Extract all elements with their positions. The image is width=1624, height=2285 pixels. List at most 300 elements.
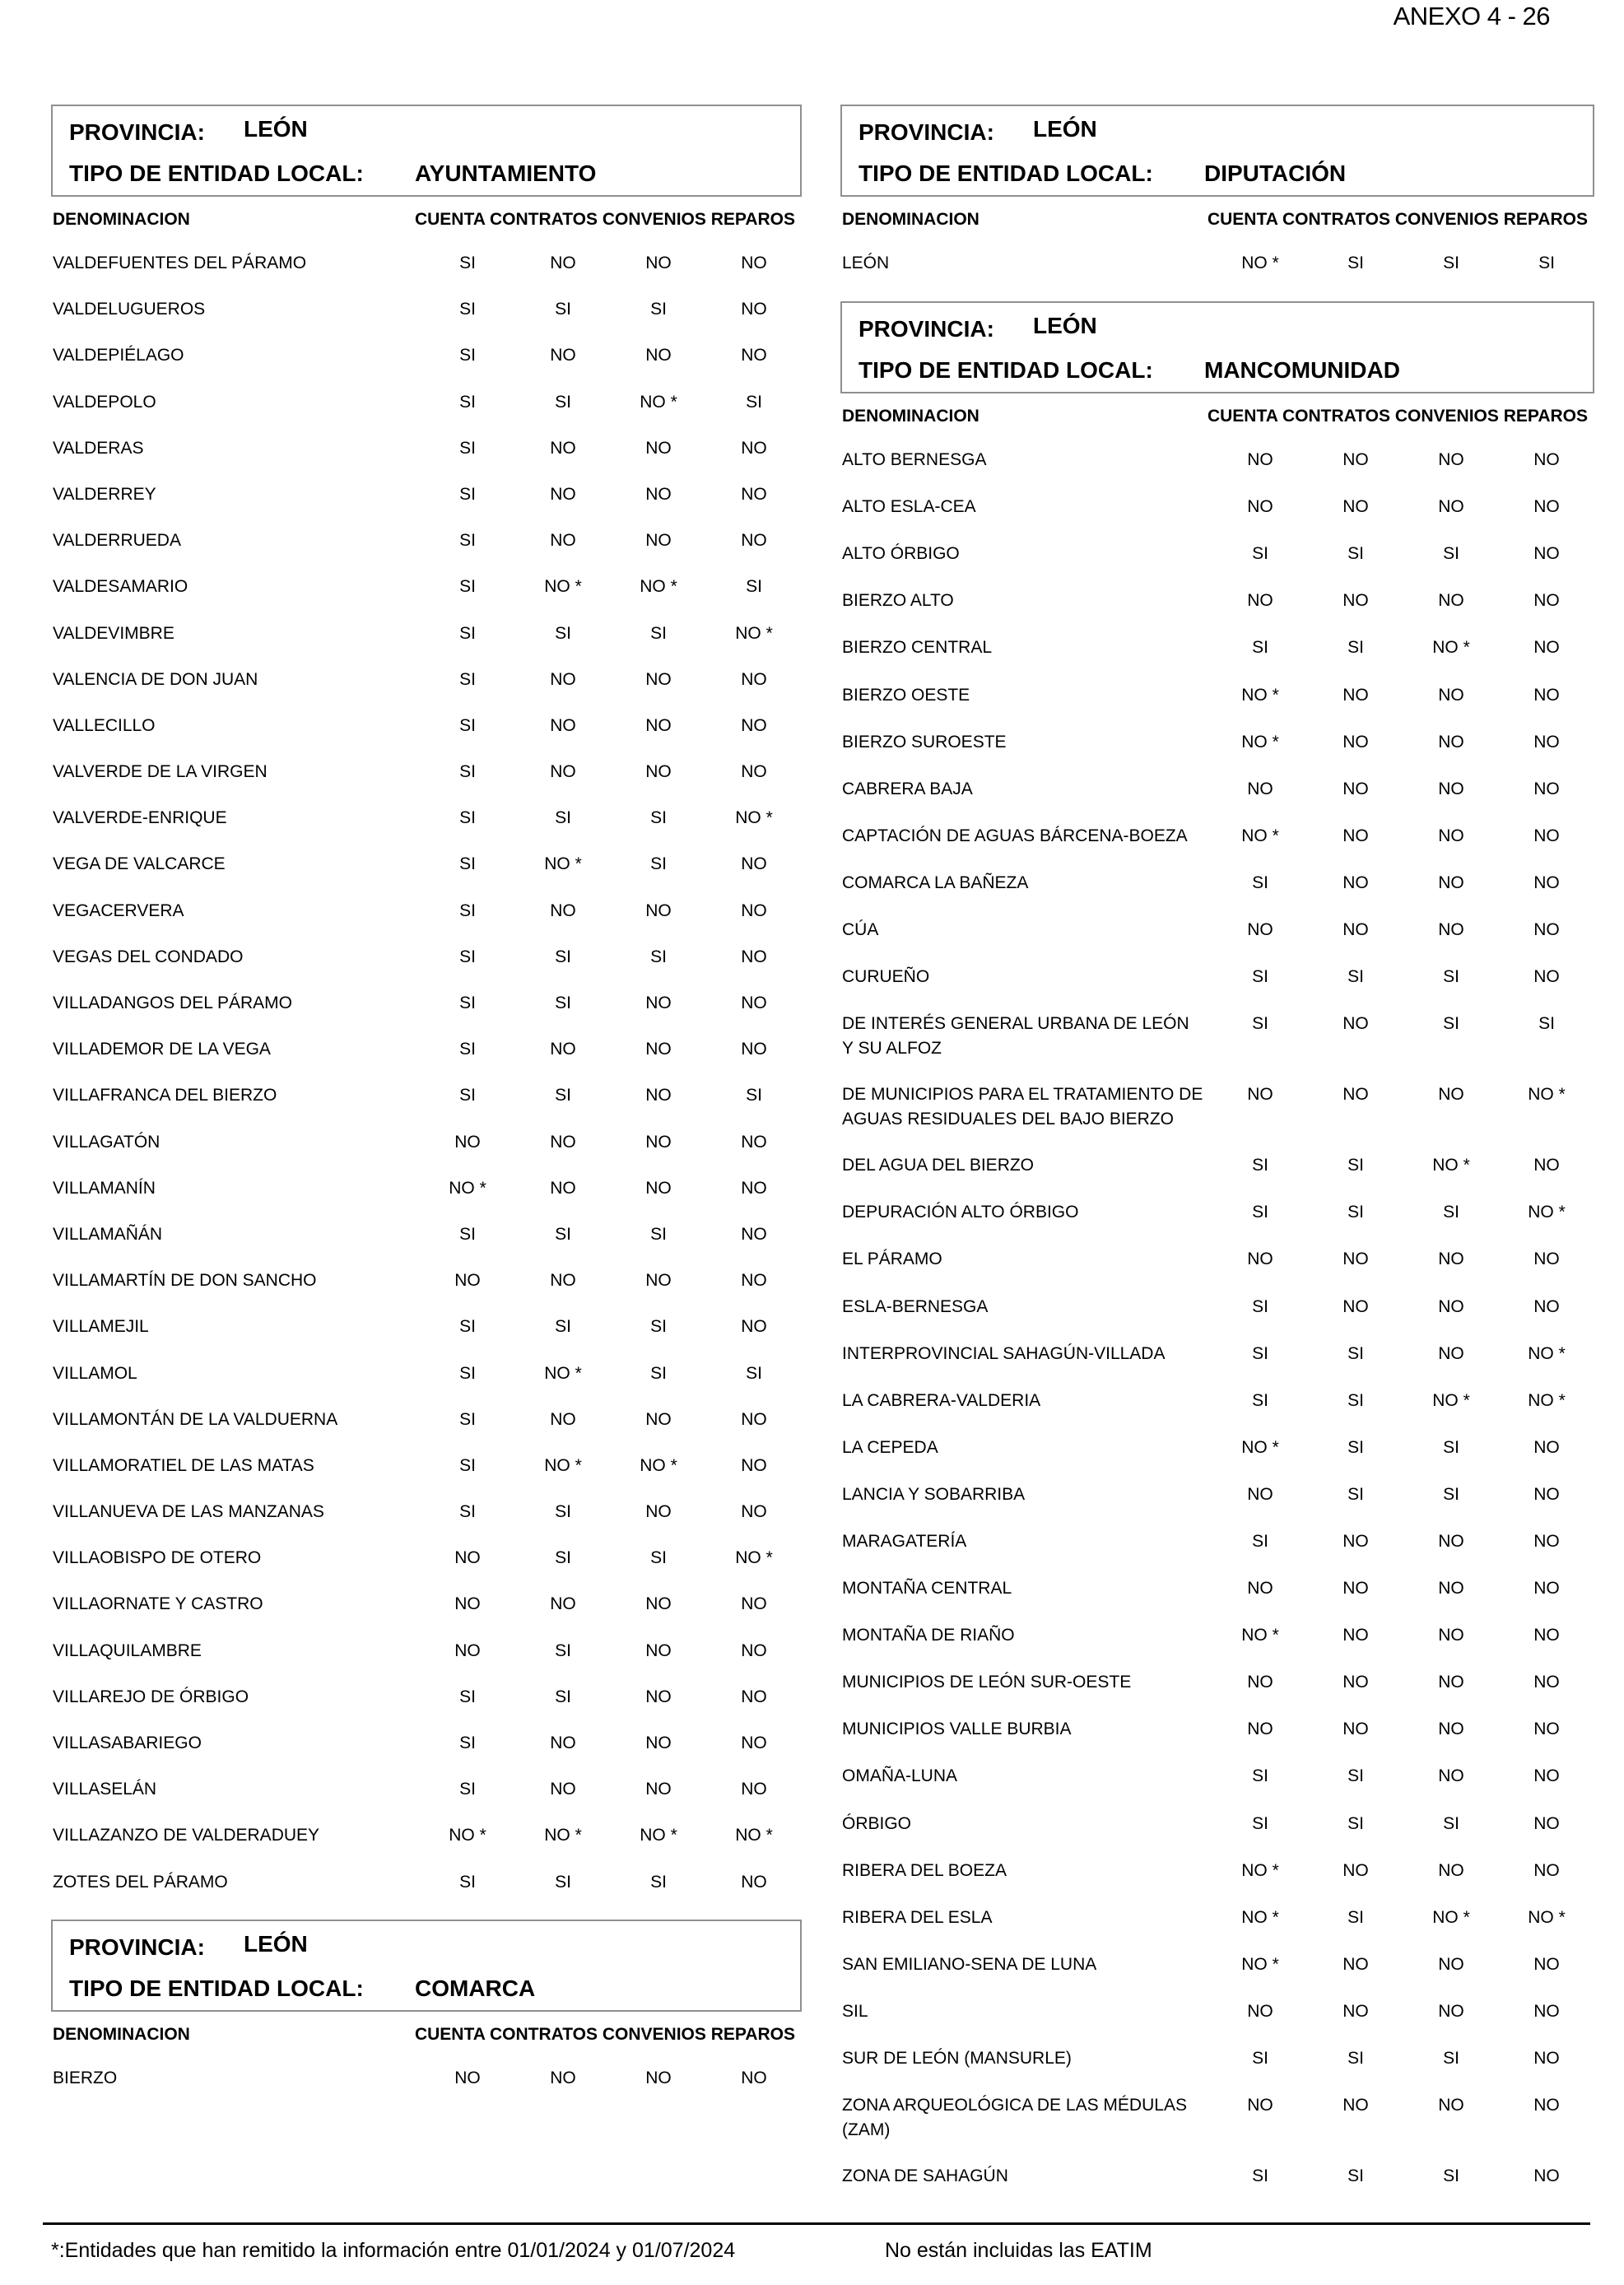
entity-name: VILLASABARIEGO	[53, 1734, 202, 1752]
reparos-value: NO	[1533, 1579, 1560, 1599]
convenios-value: SI	[650, 1872, 667, 1892]
convenios-value: NO	[1438, 1673, 1464, 1692]
contratos-value: NO	[550, 1271, 576, 1291]
reparos-value: NO	[741, 947, 767, 966]
cuenta-value: SI	[459, 1455, 476, 1475]
convenios-value: NO	[1438, 1720, 1464, 1739]
entity-name: MONTAÑA CENTRAL	[842, 1579, 1012, 1599]
row-values	[420, 2058, 802, 2091]
row-values	[1212, 1003, 1594, 1036]
convenios-value: NO	[645, 669, 672, 689]
contratos-value: NO	[1342, 1579, 1369, 1599]
entity-name: VALDERREY	[53, 484, 156, 504]
reparos-value: NO	[741, 1687, 767, 1706]
table-row	[51, 1815, 802, 1861]
row-values	[1212, 2156, 1594, 2189]
row-values	[420, 1306, 802, 1339]
footer-rule	[43, 2222, 1590, 2225]
table-row	[840, 533, 1594, 580]
contratos-value: SI	[555, 623, 571, 643]
entity-name: BIERZO SUROESTE	[842, 732, 1007, 752]
convenios-value: NO	[645, 994, 672, 1012]
contratos-value: NO	[550, 484, 576, 504]
reparos-value: NO	[741, 669, 767, 689]
entity-name: LANCIA Y SOBARRIBA	[842, 1484, 1026, 1504]
table-row	[51, 1075, 802, 1121]
row-values	[1212, 956, 1594, 989]
convenios-value: NO	[645, 1086, 672, 1105]
cuenta-value: SI	[1252, 967, 1268, 987]
convenios-value: NO	[1438, 1085, 1464, 1105]
table-row	[51, 1492, 802, 1538]
contratos-value: SI	[555, 1086, 571, 1105]
reparos-value: NO	[1533, 2096, 1560, 2115]
cuenta-value: SI	[459, 1317, 476, 1337]
entity-name: VALDELUGUEROS	[53, 300, 206, 319]
entity-name: ZOTES DEL PÁRAMO	[53, 1872, 228, 1892]
reparos-value: NO	[741, 346, 767, 365]
reparos-value: NO	[1533, 2049, 1560, 2068]
entity-name: ALTO BERNESGA	[842, 450, 987, 470]
table-row	[840, 243, 1594, 290]
provincia-label: PROVINCIA:	[69, 119, 205, 145]
entity-name: MUNICIPIOS DE LEÓN SUR-OESTE	[842, 1673, 1132, 1692]
entity-name: VILLADANGOS DEL PÁRAMO	[53, 994, 292, 1012]
reparos-value: NO	[741, 1132, 767, 1152]
table-row	[840, 627, 1594, 674]
contratos-value: SI	[555, 1872, 571, 1892]
contratos-value: NO *	[544, 1455, 582, 1475]
entity-name: VALVERDE-ENRIQUE	[53, 808, 227, 828]
contratos-value: NO	[1342, 1014, 1369, 1034]
convenios-value: NO	[1438, 497, 1464, 517]
contratos-value: NO	[1342, 1860, 1369, 1880]
entity-name: COMARCA LA BAÑEZA	[842, 873, 1029, 892]
contratos-value: NO	[550, 669, 576, 689]
ayuntamiento-header-box	[51, 105, 802, 197]
reparos-value: NO	[1533, 2001, 1560, 2021]
contratos-value: SI	[555, 392, 571, 412]
table-row	[840, 1615, 1594, 1662]
table-row	[51, 1306, 802, 1352]
provincia-value: LEÓN	[244, 116, 308, 142]
convenios-value: SI	[1443, 1437, 1459, 1457]
convenios-value: NO *	[1432, 1156, 1470, 1175]
convenios-value: SI	[650, 947, 667, 966]
row-values	[420, 335, 802, 368]
reparos-value: NO	[1533, 1296, 1560, 1316]
convenios-value: NO	[1438, 1250, 1464, 1269]
entity-name: SUR DE LEÓN (MANSURLE)	[842, 2049, 1072, 2068]
cuenta-value: SI	[459, 346, 476, 365]
entity-name: VILLAREJO DE ÓRBIGO	[53, 1687, 249, 1706]
reparos-value: NO *	[1528, 1343, 1566, 1363]
cuenta-value: NO	[1247, 497, 1273, 517]
reparos-value: NO	[1533, 920, 1560, 940]
entity-name: LA CEPEDA	[842, 1437, 938, 1457]
cuenta-value: NO	[1247, 779, 1273, 798]
entity-name: EL PÁRAMO	[842, 1250, 942, 1269]
convenios-value: NO	[1438, 1626, 1464, 1645]
comarca-rows	[51, 2058, 802, 2104]
reparos-value: NO	[741, 1502, 767, 1522]
convenios-value: SI	[650, 808, 667, 828]
row-values	[1212, 627, 1594, 660]
cuenta-value: NO	[454, 1132, 481, 1152]
cuenta-value: NO	[454, 1594, 481, 1614]
table-row	[840, 486, 1594, 533]
convenios-value: NO	[645, 1594, 672, 1614]
reparos-value: NO	[741, 2068, 767, 2087]
table-row	[51, 1769, 802, 1815]
contratos-value: SI	[555, 994, 571, 1012]
reparos-value: NO	[741, 1734, 767, 1752]
convenios-value: SI	[1443, 1014, 1459, 1034]
convenios-value: NO	[1438, 591, 1464, 611]
convenios-value: SI	[1443, 254, 1459, 272]
reparos-value: NO	[1533, 1156, 1560, 1175]
convenios-value: SI	[650, 1224, 667, 1244]
row-values	[1212, 722, 1594, 755]
reparos-value: NO	[741, 994, 767, 1012]
table-row	[840, 1192, 1594, 1239]
row-values	[420, 1538, 802, 1571]
entity-name: VALDEFUENTES DEL PÁRAMO	[53, 254, 307, 272]
row-values	[1212, 2085, 1594, 2118]
reparos-value: NO	[741, 300, 767, 319]
convenios-value: NO	[1438, 732, 1464, 752]
table-row	[51, 1723, 802, 1769]
row-values	[420, 659, 802, 692]
entity-name: VILLAFRANCA DEL BIERZO	[53, 1086, 277, 1105]
convenios-value: NO	[645, 1734, 672, 1752]
entity-name: SAN EMILIANO-SENA DE LUNA	[842, 1954, 1097, 1974]
reparos-value: NO	[741, 484, 767, 504]
table-row	[51, 1399, 802, 1445]
reparos-value: NO	[741, 1317, 767, 1337]
convenios-value: NO	[645, 2068, 672, 2087]
cuenta-value: SI	[459, 669, 476, 689]
reparos-value: NO	[741, 531, 767, 551]
convenios-value: NO *	[1432, 1390, 1470, 1410]
reparos-value: NO	[1533, 1720, 1560, 1739]
table-row	[51, 243, 802, 289]
row-values	[420, 1214, 802, 1247]
row-values	[420, 983, 802, 1016]
convenios-value: NO *	[1432, 638, 1470, 658]
cuenta-value: SI	[459, 1687, 476, 1706]
entity-name: VILLASELÁN	[53, 1780, 157, 1799]
reparos-value: SI	[746, 1363, 762, 1383]
convenios-value: NO *	[640, 392, 677, 412]
table-row	[840, 1897, 1594, 1944]
provincia-value: LEÓN	[1033, 116, 1097, 142]
convenios-value: NO	[1438, 1954, 1464, 1974]
cuenta-value: SI	[459, 392, 476, 412]
row-values	[1212, 675, 1594, 708]
entity-name: VEGA DE VALCARCE	[53, 854, 226, 874]
reparos-value: NO	[1533, 1860, 1560, 1880]
cuenta-value: NO *	[1241, 826, 1279, 845]
row-values	[1212, 1287, 1594, 1319]
table-row	[840, 1521, 1594, 1568]
table-row	[51, 1168, 802, 1214]
convenios-value: NO *	[1432, 1907, 1470, 1927]
footer-note: *:Entidades que han remitido la información entre 01/01/2024 y 01/07/2024	[51, 2239, 736, 2262]
reparos-value: NO *	[735, 623, 773, 643]
contratos-value: NO	[1342, 1085, 1369, 1105]
row-values	[1212, 1850, 1594, 1883]
contratos-value: NO *	[544, 1363, 582, 1383]
entity-name: INTERPROVINCIAL SAHAGÚN-VILLADA	[842, 1343, 1166, 1363]
table-row	[51, 1029, 802, 1075]
table-row	[51, 1677, 802, 1723]
contratos-value: SI	[555, 1317, 571, 1337]
row-values	[420, 566, 802, 599]
cuenta-value: SI	[1252, 1203, 1268, 1222]
convenios-value: NO	[645, 762, 672, 782]
reparos-value: SI	[1538, 254, 1555, 272]
cuenta-value: NO	[454, 2068, 481, 2087]
convenios-value: NO	[645, 1640, 672, 1660]
contratos-value: NO	[550, 1594, 576, 1614]
entity-name: CAPTACIÓN DE AGUAS BÁRCENA-BOEZA	[842, 826, 1188, 845]
entity-name: ZONA DE SAHAGÚN	[842, 2166, 1008, 2186]
entity-name: MARAGATERÍA	[842, 1531, 967, 1551]
mancomunidad-rows	[840, 440, 1594, 2203]
contratos-value: NO	[1342, 1720, 1369, 1739]
contratos-value: NO	[550, 762, 576, 782]
cuenta-value: NO	[1247, 1085, 1273, 1105]
denominacion-header: DENOMINACION	[53, 2024, 190, 2044]
cuenta-value: NO	[1247, 1484, 1273, 1504]
tipo-value: COMARCA	[415, 1975, 536, 2001]
contratos-value: SI	[1347, 1390, 1364, 1410]
contratos-value: SI	[1347, 967, 1364, 987]
entity-name: ALTO ÓRBIGO	[842, 544, 960, 564]
reparos-value: NO	[741, 1872, 767, 1892]
diputacion-header-box	[840, 105, 1594, 197]
reparos-value: NO	[741, 1409, 767, 1429]
reparos-value: NO	[1533, 1954, 1560, 1974]
cuenta-value: NO *	[1241, 254, 1279, 272]
tipo-label: TIPO DE ENTIDAD LOCAL:	[859, 161, 1153, 186]
convenios-value: SI	[1443, 544, 1459, 564]
reparos-value: NO	[1533, 591, 1560, 611]
cuenta-value: SI	[459, 1086, 476, 1105]
contratos-value: NO	[1342, 873, 1369, 892]
tipo-value: MANCOMUNIDAD	[1204, 357, 1400, 384]
entity-name: VILLAMOL	[53, 1363, 137, 1383]
cuenta-value: NO	[1247, 1250, 1273, 1269]
row-values	[1212, 486, 1594, 519]
reparos-value: NO	[741, 1224, 767, 1244]
convenios-value: NO	[1438, 1860, 1464, 1880]
reparos-value: NO	[1533, 1766, 1560, 1786]
contratos-value: NO	[1342, 1673, 1369, 1692]
convenios-value: NO	[645, 1409, 672, 1429]
reparos-value: NO	[1533, 826, 1560, 845]
contratos-value: NO	[1342, 450, 1369, 470]
columns-header: CUENTA CONTRATOS CONVENIOS REPAROS	[414, 2024, 795, 2044]
ayuntamiento-table-header	[51, 197, 802, 243]
row-values	[1212, 1239, 1594, 1272]
reparos-value: NO	[741, 254, 767, 272]
table-row	[840, 1568, 1594, 1615]
cuenta-value: SI	[459, 1224, 476, 1244]
columns-header: CUENTA CONTRATOS CONVENIOS REPAROS	[1207, 210, 1588, 229]
cuenta-value: NO	[1247, 2001, 1273, 2021]
row-values	[420, 1260, 802, 1293]
row-values	[420, 428, 802, 461]
convenios-value: NO	[1438, 1343, 1464, 1363]
reparos-value: NO	[1533, 1813, 1560, 1833]
row-values	[1212, 1192, 1594, 1225]
diputacion-table-header	[840, 197, 1594, 243]
convenios-value: NO	[645, 901, 672, 920]
provincia-label: PROVINCIA:	[859, 316, 994, 342]
cuenta-value: SI	[459, 531, 476, 551]
table-row	[51, 1631, 802, 1677]
cuenta-value: SI	[459, 577, 476, 597]
contratos-value: NO	[1342, 591, 1369, 611]
table-row	[840, 1991, 1594, 2038]
denominacion-header: DENOMINACION	[53, 210, 190, 229]
row-values	[420, 752, 802, 784]
contratos-value: SI	[555, 300, 571, 319]
table-row	[51, 1260, 802, 1306]
cuenta-value: SI	[459, 300, 476, 319]
reparos-value: NO	[1533, 638, 1560, 658]
cuenta-value: NO	[1247, 450, 1273, 470]
cuenta-value: SI	[459, 254, 476, 272]
convenios-value: SI	[1443, 1203, 1459, 1222]
reparos-value: NO	[741, 1178, 767, 1198]
reparos-value: NO *	[1528, 1390, 1566, 1410]
entity-name: MONTAÑA DE RIAÑO	[842, 1626, 1015, 1645]
reparos-value: NO	[1533, 685, 1560, 705]
contratos-value: SI	[1347, 1343, 1364, 1363]
footer-note-eatim: No están incluidas las EATIM	[885, 2239, 1152, 2262]
reparos-value: NO	[1533, 1673, 1560, 1692]
reparos-value: NO	[1533, 1484, 1560, 1504]
cuenta-value: SI	[459, 947, 476, 966]
contratos-value: NO	[1342, 685, 1369, 705]
row-values	[1212, 863, 1594, 896]
entity-name: VALDEPOLO	[53, 392, 156, 412]
contratos-value: NO	[550, 1734, 576, 1752]
contratos-value: NO	[550, 531, 576, 551]
table-row	[51, 752, 802, 798]
contratos-value: NO	[1342, 2096, 1369, 2115]
row-values	[1212, 1333, 1594, 1366]
tipo-label: TIPO DE ENTIDAD LOCAL:	[859, 357, 1153, 384]
contratos-value: SI	[1347, 1813, 1364, 1833]
row-values	[1212, 1709, 1594, 1742]
reparos-value: NO	[1533, 544, 1560, 564]
entity-name: VALLECILLO	[53, 715, 156, 735]
table-row	[51, 983, 802, 1029]
row-values	[420, 474, 802, 507]
entity-name: VEGAS DEL CONDADO	[53, 947, 244, 966]
table-row	[51, 798, 802, 844]
contratos-value: SI	[1347, 2166, 1364, 2186]
cuenta-value: SI	[1252, 1813, 1268, 1833]
contratos-value: SI	[1347, 638, 1364, 658]
contratos-value: SI	[1347, 544, 1364, 564]
table-row	[51, 1862, 802, 1908]
row-values	[420, 1029, 802, 1062]
denominacion-header: DENOMINACION	[842, 210, 980, 229]
contratos-value: SI	[555, 1640, 571, 1660]
contratos-value: NO	[1342, 920, 1369, 940]
row-values	[1212, 1991, 1594, 2024]
entity-name: VALVERDE DE LA VIRGEN	[53, 762, 268, 782]
entity-name: VILLAGATÓN	[53, 1132, 161, 1152]
cuenta-value: SI	[459, 1363, 476, 1383]
contratos-value: SI	[1347, 1203, 1364, 1222]
entity-name: VILLAMORATIEL DE LAS MATAS	[53, 1455, 314, 1475]
contratos-value: NO	[550, 438, 576, 458]
entity-name: ÓRBIGO	[842, 1813, 912, 1833]
entity-name: DE INTERÉS GENERAL URBANA DE LEÓN Y SU ALFOZ	[842, 1014, 1189, 1059]
reparos-value: NO	[1533, 450, 1560, 470]
table-row	[51, 844, 802, 890]
cuenta-value: NO *	[1241, 732, 1279, 752]
denominacion-header: DENOMINACION	[842, 407, 980, 426]
reparos-value: NO	[1533, 1626, 1560, 1645]
reparos-value: NO	[741, 438, 767, 458]
row-values	[1212, 243, 1594, 276]
cuenta-value: SI	[459, 1872, 476, 1892]
contratos-value: NO	[550, 254, 576, 272]
contratos-value: SI	[555, 947, 571, 966]
reparos-value: NO	[741, 1040, 767, 1059]
convenios-value: NO	[645, 1132, 672, 1152]
mancomunidad-table-header	[840, 393, 1594, 440]
row-values	[420, 520, 802, 553]
contratos-value: NO	[1342, 2001, 1369, 2021]
reparos-value: NO	[1533, 1437, 1560, 1457]
entity-name: OMAÑA-LUNA	[842, 1766, 958, 1786]
contratos-value: NO	[550, 1780, 576, 1799]
entity-name: VILLAZANZO DE VALDERADUEY	[53, 1826, 320, 1845]
convenios-value: NO	[1438, 920, 1464, 940]
convenios-value: NO	[645, 1780, 672, 1799]
cuenta-value: SI	[1252, 1766, 1268, 1786]
contratos-value: NO *	[544, 577, 582, 597]
entity-name: BIERZO CENTRAL	[842, 638, 993, 658]
row-values	[1212, 816, 1594, 849]
row-values	[420, 613, 802, 646]
convenios-value: SI	[650, 1317, 667, 1337]
contratos-value: NO	[550, 1132, 576, 1152]
row-values	[420, 891, 802, 924]
row-values	[1212, 1380, 1594, 1413]
contratos-value: SI	[555, 1224, 571, 1244]
cuenta-value: SI	[459, 808, 476, 828]
entity-name: VILLAQUILAMBRE	[53, 1640, 202, 1660]
reparos-value: NO	[1533, 967, 1560, 987]
table-row	[840, 1709, 1594, 1756]
row-values	[1212, 1756, 1594, 1789]
cuenta-value: SI	[459, 1734, 476, 1752]
entity-name: VILLAMAÑÁN	[53, 1224, 163, 1244]
reparos-value: SI	[746, 577, 762, 597]
table-row	[51, 289, 802, 335]
row-values	[420, 1353, 802, 1386]
cuenta-value: SI	[1252, 1296, 1268, 1316]
